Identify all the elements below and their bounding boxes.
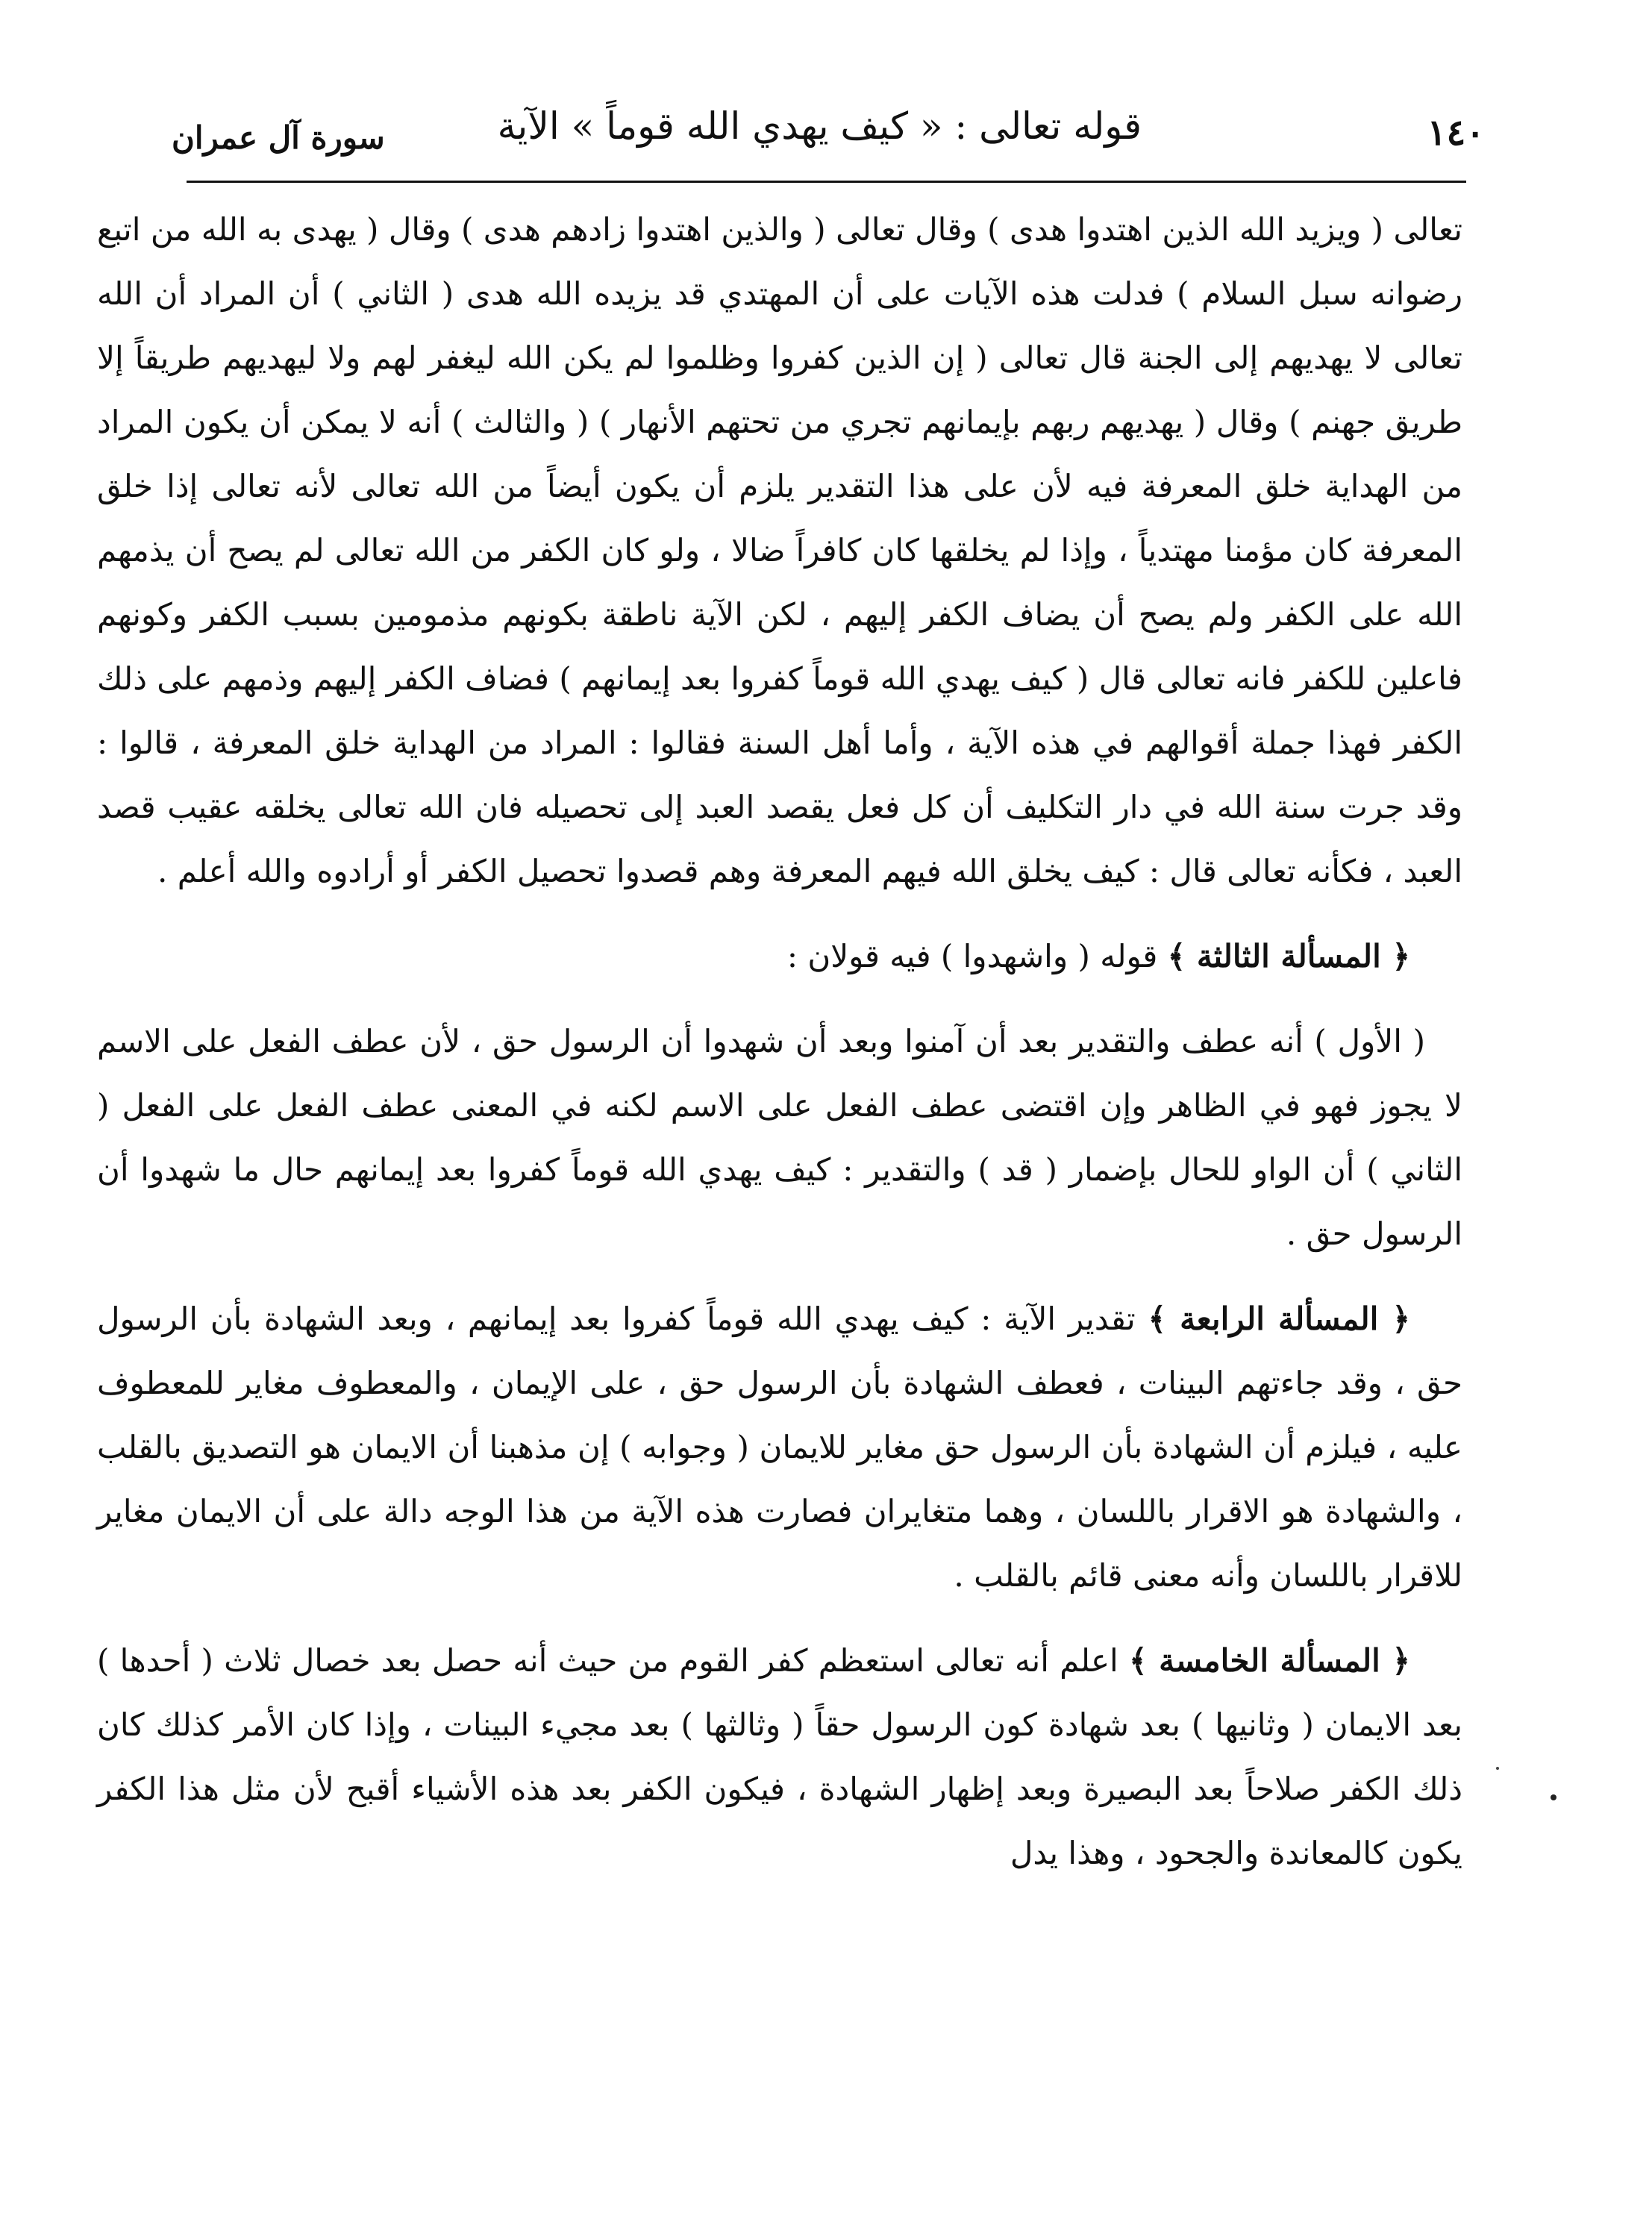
scan-speck [1496, 1767, 1499, 1770]
paragraph-text: ( الأول ) أنه عطف والتقدير بعد أن آمنوا وبعد أن شهدوا أن الرسول حق ، لأن عطف الفعل على الاسم لا يجوز فهو في الظاهر وإن اقتضى عطف الفعل على الاسم لكنه في المعنى عطف الفعل على الفعل ( الثاني ) أن الواو للحال بإضمار ( قد ) والتقدير : كيف يهدي الله قوماً كفروا بعد إيمانهم حال ما شهدوا أن الرسول حق . [97, 1023, 1462, 1252]
paragraph [97, 1629, 1462, 1885]
paragraph [97, 924, 1462, 989]
surah-name: سورة آل عمران [172, 119, 385, 156]
section-heading: ﴿ المسألة الرابعة ﴾ [1148, 1301, 1410, 1337]
page-number: ١٤٠ [1427, 112, 1485, 154]
paragraph-text: تقدير الآية : كيف يهدي الله قوماً كفروا بعد إيمانهم ، وبعد الشهادة بأن الرسول حق ، وقد جاءتهم البينات ، فعطف الشهادة بأن الرسول حق ، على الإيمان ، والمعطوف مغاير للمعطوف عليه ، فيلزم أن الشهادة بأن الرسول حق مغاير للايمان ( وجوابه ) إن مذهبنا أن الايمان هو التصديق بالقلب ، والشهادة هو الاقرار باللسان ، وهما متغايران فصارت هذه الآية من هذا الوجه دالة على أن الايمان مغاير للاقرار باللسان وأنه معنى قائم بالقلب . [97, 1301, 1462, 1594]
paragraph-text: اعلم أنه تعالى استعظم كفر القوم من حيث أنه حصل بعد خصال ثلاث ( أحدها ) بعد الايمان ( وثانيها ) بعد شهادة كون الرسول حقاً ( وثالثها ) بعد مجيء البينات ، وإذا كان الأمر كذلك كان ذلك الكفر صلاحاً بعد البصيرة وبعد إظهار الشهادة ، فيكون الكفر بعد هذه الأشياء أقبح لأن مثل هذا الكفر يكون كالمعاندة والجحود ، وهذا يدل [97, 1642, 1462, 1871]
paragraph [97, 1287, 1462, 1608]
section-heading: ﴿ المسألة الخامسة ﴾ [1129, 1642, 1410, 1679]
paragraph [97, 198, 1462, 904]
scan-speck [1551, 1794, 1556, 1800]
running-header [172, 90, 1485, 172]
paragraph-text: تعالى ( ويزيد الله الذين اهتدوا هدى ) وقال تعالى ( والذين اهتدوا زادهم هدى ) وقال ( يهدى به الله من اتبع رضوانه سبل السلام ) فدلت هذه الآيات على أن المهتدي قد يزيده الله هدى ( الثاني ) أن المراد أن الله تعالى لا يهديهم إلى الجنة قال تعالى ( إن الذين كفروا وظلموا لم يكن الله ليغفر لهم ولا ليهديهم طريقاً إلا طريق جهنم ) وقال ( يهديهم ربهم بإيمانهم تجري من تحتهم الأنهار ) ( والثالث ) أنه لا يمكن أن يكون المراد من الهداية خلق المعرفة فيه لأن على هذا التقدير يلزم أن يكون أيضاً من الله تعالى لأنه تعالى إذا خلق المعرفة كان مؤمنا مهتدياً ، وإذا لم يخلقها كان كافراً ضالا ، ولو كان الكفر من الله تعالى لم يصح أن يذمهم الله على الكفر ولم يصح أن يضاف الكفر إليهم ، لكن الآية ناطقة بكونهم مذمومين بسبب الكفر وكونهم فاعلين للكفر فانه تعالى قال ( كيف يهدي الله قوماً كفروا بعد إيمانهم ) فضاف الكفر إليهم وذمهم على ذلك الكفر فهذا جملة أقوالهم في هذه الآية ، وأما أهل السنة فقالوا : المراد من الهداية خلق المعرفة ، قالوا : وقد جرت سنة الله في دار التكليف أن كل فعل يقصد العبد إلى تحصيله فان الله تعالى يخلقه عقيب قصد العبد ، فكأنه تعالى قال : كيف يخلق الله فيهم المعرفة وهم قصدوا تحصيل الكفر أو أرادوه والله أعلم . [97, 211, 1462, 889]
commentary-text [97, 198, 1462, 2175]
section-heading: ﴿ المسألة الثالثة ﴾ [1167, 938, 1410, 974]
verse-title: قوله تعالى : « كيف يهدي الله قوماً » الآية [497, 104, 1142, 148]
paragraph-text: قوله ( واشهدوا ) فيه قولان : [786, 938, 1168, 974]
header-divider [187, 181, 1466, 183]
paragraph [97, 1010, 1462, 1266]
